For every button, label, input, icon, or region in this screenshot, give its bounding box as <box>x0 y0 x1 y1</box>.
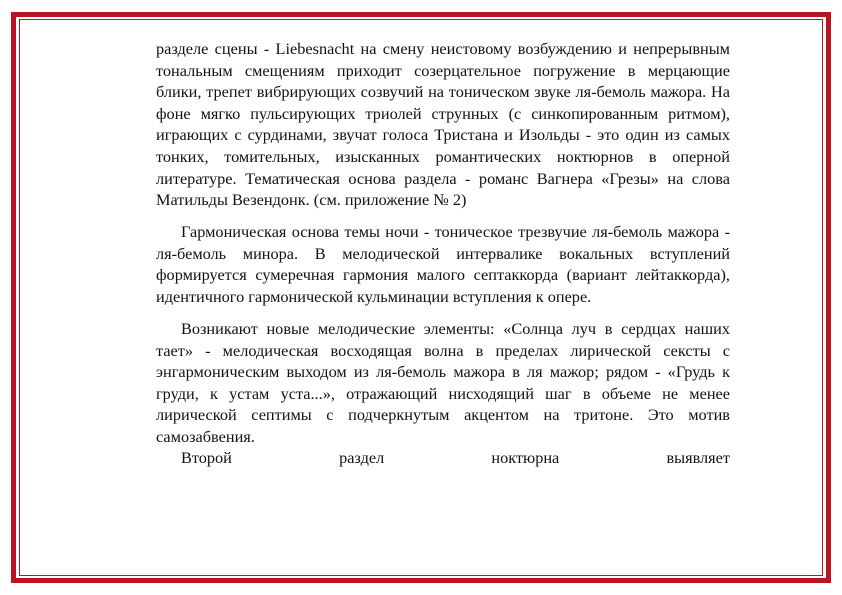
paragraph-continued-text: Второй раздел ноктюрна выявляет <box>181 448 730 468</box>
paragraph: Гармоническая основа темы ночи - тоническое трезвучие ля-бемоль мажора - ля-бемоль минора. В мелодической интервалике вокальных вступлений формируется сумеречная гармония малого септаккорда (вариант лейтаккорда), идентичного гармонической кульминации вступления к опере. <box>156 222 730 306</box>
document-body <box>156 38 730 469</box>
paragraph: разделе сцены - Liebesnacht на смену неистовому возбуждению и непрерывным тональным смещениям приходит созерцательное погружение в мерцающие блики, трепет вибрирующих созвучий на тоническом звуке ля-бемоль мажора. На фоне мягко пульсирующих триолей струнных (с синкопированным ритмом), играющих с сурдинами, звучат голоса Тристана и Изольды - это один из самых тонких, томительных, изысканных романтических ноктюрнов в оперной литературе. Тематическая основа раздела - романс Вагнера «Грезы» на слова Матильды Везендонк. (см. приложение № 2) <box>156 39 730 210</box>
paragraph-text: Возникают новые мелодические элементы: «Солнца луч в сердцах наших тает» - мелодическая восходящая волна в пределах лирической сексты с энгармоническим выходом из ля-бемоль мажора в ля мажор; рядом - «Грудь к груди, к устам уста...», отражающий нисходящий шаг в объеме не менее лирической септимы с подчеркнутым акцентом на тритоне. Это мотив самозабвения. <box>156 318 730 446</box>
paragraph <box>156 318 730 469</box>
